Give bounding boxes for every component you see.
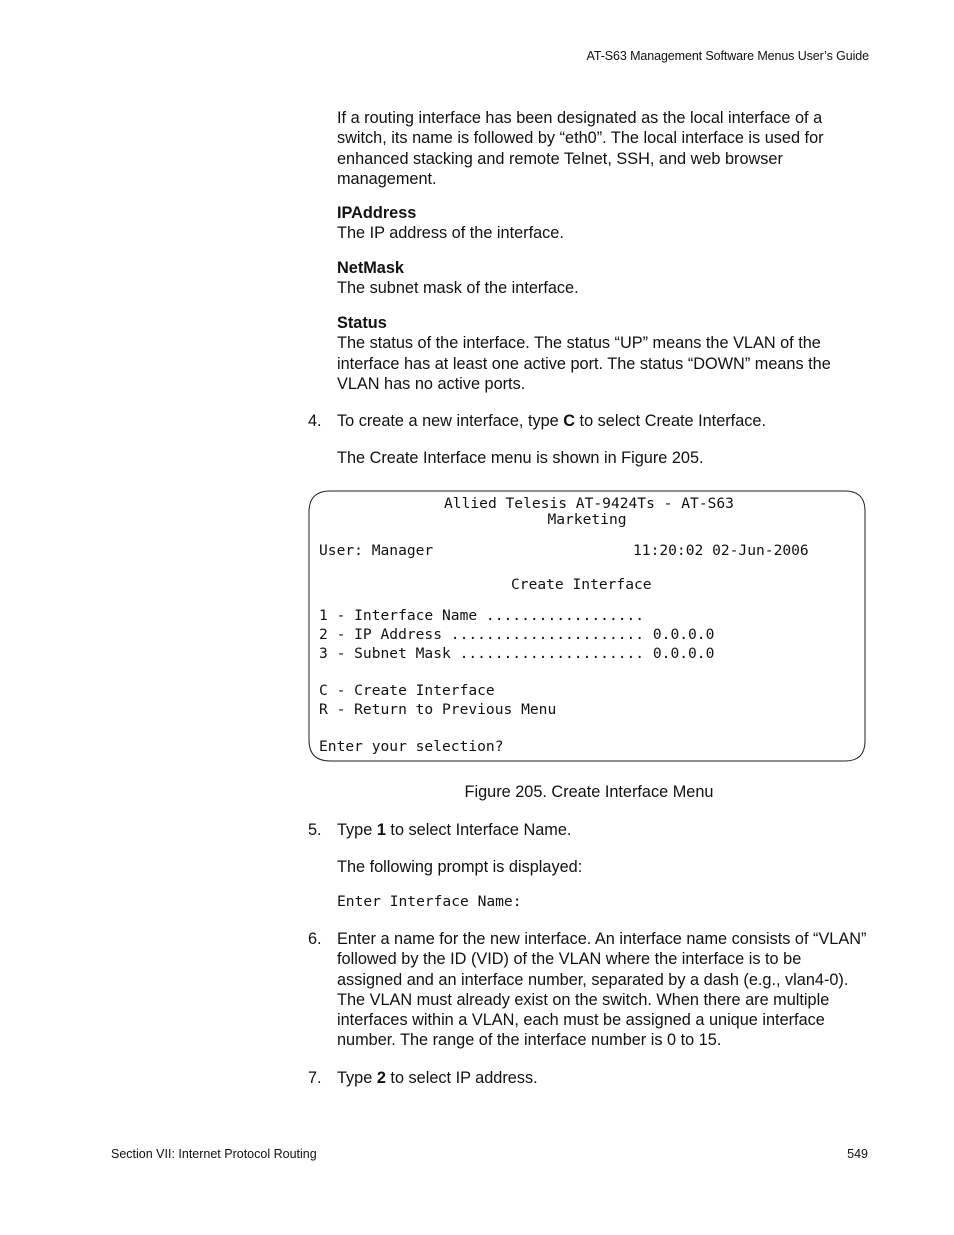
interface-name-prompt: Enter Interface Name: [337,893,522,910]
footer-section: Section VII: Internet Protocol Routing [111,1147,317,1161]
definition-status [337,313,867,394]
terminal-timestamp: 11:20:02 02-Jun-2006 [633,542,809,559]
step-text-part: to select Interface Name. [385,821,572,839]
step-4-followup: The Create Interface menu is shown in Figure 205. [337,449,704,467]
definition-netmask [337,258,867,299]
figure-caption-text: Figure 205. Create Interface Menu [464,783,714,801]
terminal-prompt: Enter your selection? [319,738,504,755]
step-key: C [563,412,576,430]
step-7-text [337,1068,867,1088]
terminal-title-line2: Marketing [547,511,627,528]
step-key: 1 [376,821,386,839]
definition-term: Status [337,314,387,332]
definition-term: NetMask [337,259,404,277]
step-number: 5. [308,821,322,839]
step-text-part: To create a new interface, type [337,412,564,430]
terminal-menu-title: Create Interface [511,576,652,593]
terminal-action-item: R - Return to Previous Menu [319,701,557,718]
step-4-text [337,411,867,431]
terminal-menu-item: 1 - Interface Name .................. [319,607,645,624]
step-number: 6. [308,930,322,948]
terminal-user: User: Manager [319,542,434,559]
intro-paragraph: If a routing interface has been designated as the local interface of a switch, its name is followed by “eth0”. The local interface is used for enhanced stacking and remote Telnet, SSH, and web browser management. [337,109,824,188]
step-text-part: to select IP address. [385,1069,538,1087]
definition-desc: The status of the interface. The status “UP” means the VLAN of the interface has at least one active port. The status “DOWN” means the VLAN has no active ports. [337,334,831,393]
terminal-menu-item: 2 - IP Address ...................... 0.0.0.0 [319,626,715,643]
step-5-text [337,820,867,840]
step-number: 7. [308,1069,322,1087]
step-text-part: Type [337,821,377,839]
step-6-text: Enter a name for the new interface. An interface name consists of “VLAN” followed by the ID (VID) of the VLAN where the interface is to be assigned and an interface number, separated by a dash (e.g., vlan4-0). The VLAN must already exist on the switch. When there are multiple interfaces within a VLAN, each must be assigned a unique interface number. The range of the interface number is 0 to 15. [337,930,867,1050]
definition-desc: The IP address of the interface. [337,224,564,243]
step-text-part: Type [337,1069,377,1087]
terminal-menu-item: 3 - Subnet Mask ..................... 0.0.0.0 [319,645,715,662]
footer-page-number: 549 [847,1147,868,1161]
running-header: AT-S63 Management Software Menus User’s Guide [586,49,869,63]
step-key: 2 [376,1069,386,1087]
step-text-part: to select Create Interface. [575,412,766,430]
terminal-title-line1: Allied Telesis AT-9424Ts - AT-S63 [444,495,734,512]
definition-ipaddress [337,203,867,244]
definition-desc: The subnet mask of the interface. [337,279,579,298]
step-5-followup: The following prompt is displayed: [337,858,583,876]
definition-term: IPAddress [337,204,417,222]
terminal-action-item: C - Create Interface [319,682,495,699]
step-number: 4. [308,412,322,430]
figure-caption [0,783,954,802]
